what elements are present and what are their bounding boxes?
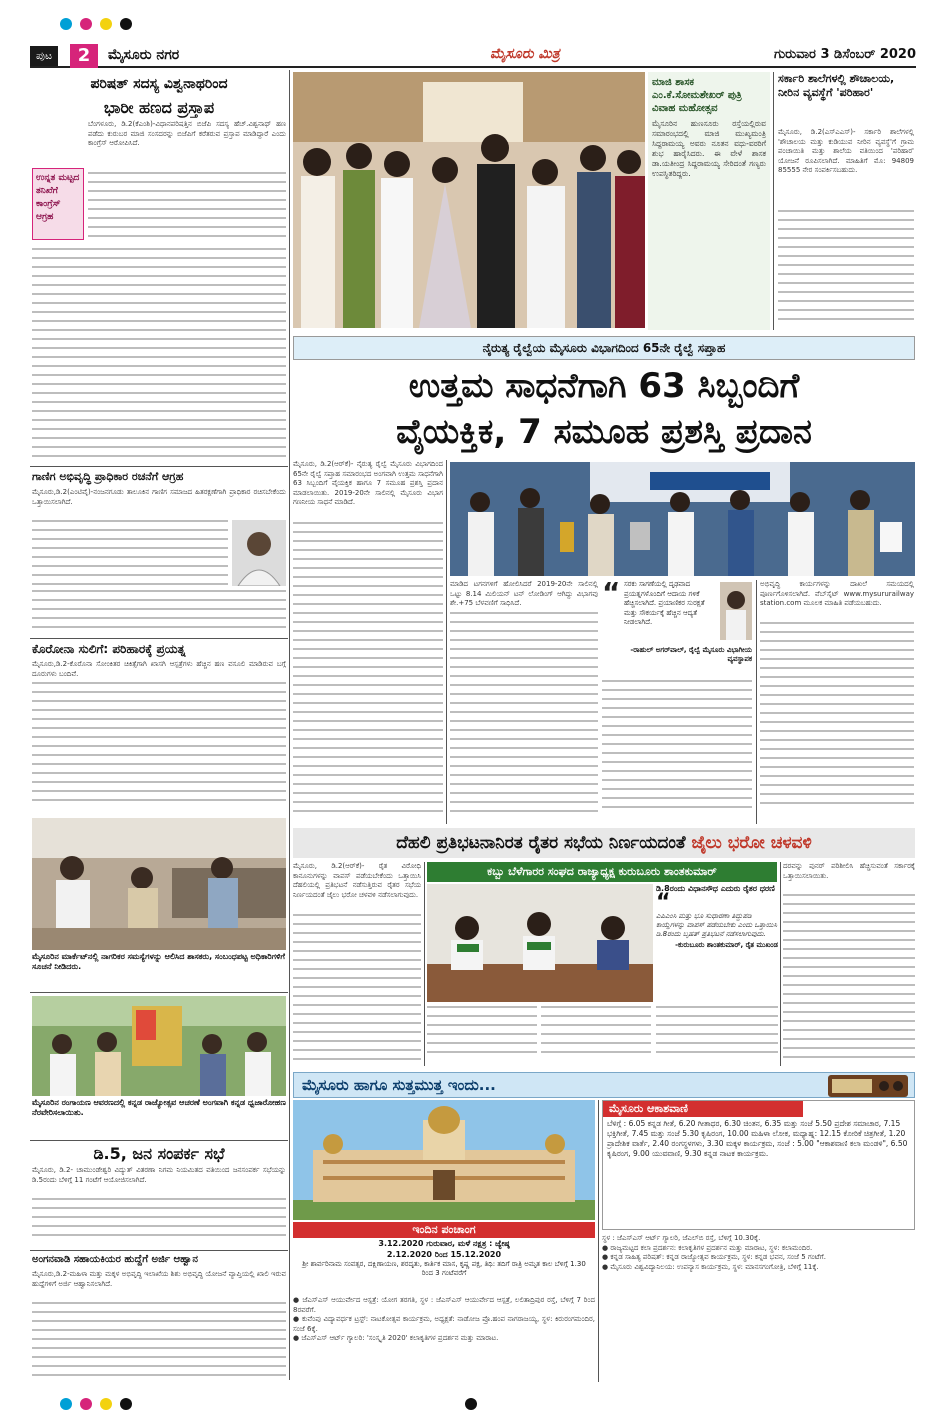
- reg-mark-black-bottom: [120, 1398, 132, 1410]
- column-rule-farmers-2: [780, 862, 781, 1066]
- ganige-portrait-photo: [232, 520, 286, 586]
- farmers-body-3-lines: [783, 894, 915, 1066]
- events-left: ● ಜೆಎಸ್‌ಎಸ್ ಆಯುರ್ವೇದ ಆಸ್ಪತ್ರೆ: ಯೋಗ ತರಗತಿ, ಸ್ಥಳ : ಜೆಎಸ್‌ಎಸ್ ಆಯುರ್ವೇದ ಆಸ್ಪತ್ರೆ, ಲಲಿತಾದ್ರಿಪುರ ರಸ್ತೆ, ಬೆಳಿಗ್ಗೆ 7 ರಿಂದ 8ರವರೆಗೆ. ● ಕುವೆಂಪು ವಿದ್ಯಾವರ್ಧಕ ಟ್ರಸ್ಟ್: ನಾಟಕೋತ್ಸವ ಕಾರ್ಯಕ್ರಮ, ಅಧ್ಯಕ್ಷತೆ: ನಾಡೋಜ ಪ್ರೊ.ಹಂಪ ನಾಗರಾಜಯ್ಯ, ಸ್ಥಳ: ಕಿರುರಂಗಮಂದಿರ, ಸಂಜೆ 6ಕ್ಕೆ. ● ಜೆಎಸ್‌ಎಸ್ ಆರ್ಟ್ ಗ್ಯಾಲರಿ: 'ಸಂಸ್ಕೃತಿ 2020' ಕಲಾಕೃತಿಗಳ ಪ್ರದರ್ಶನ ಮತ್ತು ಮಾರಾಟ.: [293, 1296, 595, 1342]
- parishat-headline-2: ಭಾರೀ ಹಣದ ಪ್ರಸ್ತಾಪ: [103, 98, 215, 117]
- farmers-headline-bar: [293, 828, 915, 858]
- photo-image: [450, 462, 915, 576]
- portrait-icon: [720, 582, 752, 640]
- radio-box: [602, 1100, 915, 1230]
- radio-schedule: ಬೆಳಿಗ್ಗೆ : 6.05 ಕನ್ನಡ ಗೀತೆ, 6.20 ಗೀತಾಧರ, 6.30 ಚಿಂತನ, 6.35 ಮತ್ತು ಸಂಜೆ 5.50 ಪ್ರದೇಶ ಸಮಾಚಾರ, 7.15 ಭಕ್ತಿಗೀತೆ, 7.45 ಮತ್ತು ಸಂಜೆ 5.30 ಕೃಷಿರಂಗ, 10.00 ಮಹಿಳಾ ಲೋಕ, ಮಧ್ಯಾಹ್ನ: 12.15 ಕೋರಿಕೆ ಚಿತ್ರಗೀತೆ, 1.20 ಪ್ರಾದೇಶಿಕ ವಾರ್ತೆ, 2.40 ರಂಗಸ್ಥಳಗಳು, 3.30 ಮಕ್ಕಳ ಕಾರ್ಯಕ್ರಮ, ಸಂಜೆ : 5.00 "ಆಕಾಶವಾಣಿ ಕಲಾ ಮಂಡಳಿ", 6.50 ಕೃಷಿರಂಗ, 9.00 ಯುವವಾಣಿ, 9.30 ಕನ್ನಡ ನಾಟಕ ಕಾರ್ಯಕ್ರಮ.: [607, 1119, 908, 1158]
- today-banner-text: ಮೈಸೂರು ಹಾಗೂ ಸುತ್ತಮುತ್ತ ಇಂದು...: [302, 1076, 496, 1094]
- wedding-text-box: [648, 72, 770, 330]
- palace-image: [293, 1100, 595, 1220]
- corona-headline: ಕೊರೋನಾ ಸುಲಿಗೆ: ಪರಿಹಾರಕ್ಕೆ ಪ್ರಯತ್ನ: [32, 642, 186, 656]
- railway-quote-portrait: [720, 582, 752, 640]
- quote-mark-icon: “: [602, 576, 621, 609]
- today-banner: [293, 1072, 915, 1098]
- radio-title: ಮೈಸೂರು ಆಕಾಶವಾಣಿ: [603, 1101, 803, 1117]
- sugarcane-body-lines-2: [541, 1006, 651, 1066]
- ganige-body-lines: [32, 520, 228, 590]
- anganwadi-body-lines: [32, 1302, 286, 1382]
- panchanga-text: ಶ್ರೀ ಶಾರ್ವರಿನಾಮ ಸಂವತ್ಸರ, ದಕ್ಷಿಣಾಯಣ, ಶರದೃತು, ಕಾರ್ತಿಕ ಮಾಸ, ಕೃಷ್ಣ ಪಕ್ಷ, ತಿಥಿ: ತದಿಗೆ ರಾತ್ರಿ ಅಮೃತ ಕಾಲ ಬೆಳಿಗ್ಗೆ 1.30 ರಿಂದ 3 ಗಂಟೆವರೆಗೆ: [302, 1260, 586, 1277]
- flag-hoisting-caption: ಮೈಸೂರಿನ ರಂಗಾಯಣ ಆವರಣದಲ್ಲಿ ಕನ್ನಡ ರಾಜ್ಯೋತ್ಸವ ಆಚರಣೆ ಅಂಗವಾಗಿ ಕನ್ನಡ ಧ್ವಜಾರೋಹಣ ನೆರವೇರಿಸಲಾಯಿತು.: [32, 1098, 286, 1117]
- railway-quote-attrib: -ರಾಹುಲ್ ಅಗರ್‌ವಾಲ್, ರೈಲ್ವೆ ಮೈಸೂರು ವಿಭಾಗೀಯ ವ್ಯವಸ್ಥಾಪಕ: [630, 646, 752, 663]
- section-title: ಮೈಸೂರು ನಗರ: [108, 47, 180, 63]
- rule-corona: [30, 638, 288, 639]
- reg-mark-yellow-bottom: [100, 1398, 112, 1410]
- railway-body-4-lines: [760, 622, 914, 822]
- farmers-headline-1: ದೆಹಲಿ ಪ್ರತಿಭಟನಾನಿರತ ರೈತರ ಸಭೆಯ ನಿರ್ಣಯದಂತೆ: [396, 833, 692, 853]
- masthead: ಮೈಸೂರು ಮಿತ್ರ: [490, 46, 560, 62]
- railway-body-1-lines: [293, 522, 443, 822]
- school-body-lines: [778, 210, 914, 326]
- column-rule-today: [598, 1100, 599, 1382]
- reg-mark-magenta-top: [80, 18, 92, 30]
- panchanga-date-1: 3.12.2020 ಗುರುವಾರ, ಮಳೆ ನಕ್ಷತ್ರ : ಜ್ಯೇಷ್ಠ: [378, 1239, 510, 1248]
- anganwadi-body: ಮೈಸೂರು,ಡಿ.2-ಮಹಿಳಾ ಮತ್ತು ಮಕ್ಕಳ ಅಭಿವೃದ್ಧಿ ಇಲಾಖೆಯ ಶಿಶು ಅಭಿವೃದ್ಧಿ ಯೋಜನೆ ವ್ಯಾಪ್ತಿಯಲ್ಲಿ ಖಾಲಿ ಇರುವ ಹುದ್ದೆಗಳಿಗೆ ಅರ್ಜಿ ಆಹ್ವಾನಿಸಲಾಗಿದೆ.: [32, 1270, 286, 1288]
- railway-headline-2: ವೈಯಕ್ತಿಕ, 7 ಸಮೂಹ ಪ್ರಶಸ್ತಿ ಪ್ರದಾನ: [396, 412, 812, 452]
- sugarcane-quote-attrib: -ಕುರುಬೂರು ಶಾಂತಕುಮಾರ್, ರೈತ ಮುಖಂಡ: [675, 941, 778, 949]
- reg-mark-cyan-bottom: [60, 1398, 72, 1410]
- ganige-body-lines-2: [32, 590, 286, 636]
- railway-award-photo: [450, 462, 915, 576]
- sugarcane-headline: ಕಬ್ಬು ಬೆಳೆಗಾರರ ಸಂಘದ ರಾಜ್ಯಾಧ್ಯಕ್ಷ ಕುರುಬೂರು ಶಾಂತಕುಮಾರ್: [427, 862, 777, 882]
- railway-body-2: ಮಾಡಿದ ಟಗನಗಳಿಗೆ ಹೋಲಿಸಿದರೆ 2019-20ನೇ ಸಾಲಿನಲ್ಲಿ ಒಟ್ಟು 8.14 ಮಿಲಿಯನ್ ಟನ್ ಲೋಡಿಂಗ್ ಆಗಿದ್ದು ವಿಭಾಗವು ಶೇ.+75 ಬೆಳವಣಿಗೆ ಸಾಧಿಸಿದೆ.: [450, 580, 598, 607]
- ganige-body: ಮೈಸೂರು,ಡಿ.2(ಎಂಟಿವೈ)-ನಂಜನಗೂಡು ತಾಲೂಕಿನ ಗಾಣಿಗ ಸಮಾಜದ ಹಿತರಕ್ಷಣೆಗಾಗಿ ಪ್ರಾಧಿಕಾರ ರಚಿಸಬೇಕೆಂದು ಒತ್ತಾಯಿಸಲಾಗಿದೆ.: [32, 488, 286, 506]
- page-number: 2: [70, 44, 98, 68]
- column-rule-farmers-1: [424, 862, 425, 1066]
- reg-mark-black-top: [120, 18, 132, 30]
- column-rule-school: [773, 72, 774, 330]
- farmers-headline-2: ಜೈಲು ಭರೋ ಚಳವಳಿ: [691, 833, 812, 853]
- school-headline: ಸರ್ಕಾರಿ ಶಾಲೆಗಳಲ್ಲಿ ಶೌಚಾಲಯ, ನೀರಿನ ವ್ಯವಸ್ಥೆಗೆ 'ಪರಿಹಾರ': [778, 72, 895, 99]
- market-visit-photo: [32, 818, 286, 950]
- quote-mark-icon-2: “: [656, 890, 671, 915]
- page-header: [30, 44, 916, 68]
- ganige-headline: ಗಾಣಿಗ ಅಭಿವೃದ್ಧಿ ಪ್ರಾಧಿಕಾರ ರಚನೆಗೆ ಆಗ್ರಹ: [32, 470, 184, 483]
- railway-quote: ಸರಕು ಸಾಗಣೆಯಲ್ಲಿ ದೃಢವಾದ ಪ್ರಯತ್ನಗಳೊಂದಿಗೆ ಆದಾಯ ಗಳಿಕೆ ಹೆಚ್ಚಿಸಲಾಗಿದೆ. ಪ್ರಯಾಣಿಕರ ಸುರಕ್ಷತೆ ಮತ್ತು ಸೌಕರ್ಯಕ್ಕೆ ಹೆಚ್ಚಿನ ಆದ್ಯತೆ ನೀಡಲಾಗಿದೆ.: [624, 580, 705, 626]
- reg-mark-cyan-top: [60, 18, 72, 30]
- portrait-icon: [232, 520, 286, 586]
- farmers-body-1-lines: [293, 914, 421, 1066]
- school-body: ಮೈಸೂರು, ಡಿ.2(ಎಸ್‌ಎಎಸ್)- ಸರ್ಕಾರಿ ಶಾಲೆಗಳಲ್ಲಿ 'ಶೌಚಾಲಯ ಮತ್ತು ಕುಡಿಯುವ ನೀರಿನ ವ್ಯವಸ್ಥೆ'ಗೆ ಗ್ರಾಮ ಪಂಚಾಯಿತಿ ಮತ್ತು ಶಾಲೆಯ ವತಿಯಿಂದ 'ಪರಿಹಾರ' ಯೋಜನೆ ರೂಪಿಸಲಾಗಿದೆ. ಮಾಹಿತಿಗೆ ಮೊ: 94809 85555 ನೇರ ಸಂಪರ್ಕಿಸಬಹುದು.: [778, 128, 914, 174]
- sugarcane-press-photo: [427, 884, 653, 1002]
- parishat-headline-1: ಪರಿಷತ್ ಸದಸ್ಯ ವಿಶ್ವನಾಥರಿಂದ: [90, 76, 228, 92]
- sugarcane-quote-head: ಡಿ.8ರಂದು ವಿಧಾನಸೌಧ ಎದುರು ರೈತರ ಧರಣಿ: [656, 884, 775, 893]
- sampark-headline: ಡಿ.5, ಜನ ಸಂಪರ್ಕ ಸಭೆ: [93, 1144, 225, 1163]
- reg-mark-yellow-top: [100, 18, 112, 30]
- corona-body: ಮೈಸೂರು,ಡಿ.2-ಕೊರೊನಾ ಸೋಂಕಿತರ ಚಿಕಿತ್ಸೆಗಾಗಿ ಖಾಸಗಿ ಆಸ್ಪತ್ರೆಗಳು ಹೆಚ್ಚಿನ ಹಣ ವಸೂಲಿ ಮಾಡಿರುವ ಬಗ್ಗೆ ದೂರುಗಳು ಬಂದಿವೆ.: [32, 660, 286, 678]
- railway-body-2-lines: [450, 612, 598, 822]
- sugarcane-quote-box: [656, 884, 778, 1004]
- panchanga-date-2: 2.12.2020 ರಿಂದ 15.12.2020: [386, 1250, 502, 1259]
- wedding-photo: [293, 72, 645, 328]
- page-label: ಪುಟ: [30, 46, 58, 66]
- radio-icon: [828, 1075, 908, 1097]
- sugarcane-body-lines-1: [427, 1006, 537, 1066]
- column-rule-railway-2: [756, 580, 757, 824]
- corona-body-lines: [32, 682, 286, 810]
- parishat-body: ಬೆಂಗಳೂರು, ಡಿ.2(ಕೆಎಂಶಿ)-ವಿಧಾನಪರಿಷತ್ತಿನ ಬಿಜೆಪಿ ಸದಸ್ಯ ಹೆಚ್.ವಿಶ್ವನಾಥ್ ಹಣ ಪಡೆದು ಕುರುಬರ ಮಾಜಿ ಸಂಸದರನ್ನು ಬಿಜೆಪಿಗೆ ಕರೆತರುವ ಪ್ರಸ್ತಾಪ ಮಾಡಿದ್ದಾರೆ ಎಂದು ಕಾಂಗ್ರೆಸ್ ಆರೋಪಿಸಿದೆ.: [88, 120, 286, 147]
- rule-sampark: [30, 1140, 288, 1141]
- parishat-body-lines: [88, 172, 286, 244]
- market-visit-caption: ಮೈಸೂರಿನ ಮಾರ್ಕೆಟ್‌ನಲ್ಲಿ ನಾಗರಿಕರ ಸಮಸ್ಯೆಗಳನ್ನು ಆಲಿಸಿದ ಶಾಸಕರು, ಸಂಬಂಧಪಟ್ಟ ಅಧಿಕಾರಿಗಳಿಗೆ ಸೂಚನೆ ನೀಡಿದರು.: [32, 952, 285, 971]
- photo-image: [427, 884, 653, 1002]
- panchanga-title: ಇಂದಿನ ಪಂಚಾಂಗ: [293, 1222, 595, 1238]
- wedding-headline: ಮಾಜಿ ಶಾಸಕ ಎಂ.ಕೆ.ಸೋಮಶೇಖರ್ ಪುತ್ರಿ ವಿವಾಹ ಮಹೋತ್ಸವ: [652, 77, 742, 114]
- anganwadi-headline: ಅಂಗನವಾಡಿ ಸಹಾಯಕಿಯರ ಹುದ್ದೆಗೆ ಅರ್ಜಿ ಆಹ್ವಾನ: [32, 1254, 198, 1265]
- reg-mark-center-bottom: [465, 1398, 477, 1410]
- parishat-sidebar: [32, 168, 84, 240]
- farmers-body-1: ಮೈಸೂರು, ಡಿ.2(ಆರ್‌ಕೆ)- ರೈತ ವಿರೋಧಿ ಕಾನೂನುಗಳನ್ನು ವಾಪಸ್ ಪಡೆಯಬೇಕೆಂದು ಒತ್ತಾಯಿಸಿ ದೆಹಲಿಯಲ್ಲಿ ಪ್ರತಿಭಟನೆ ನಡೆಸುತ್ತಿರುವ ರೈತರ ಸಭೆಯ ನಿರ್ಣಯದಂತೆ ಜೈಲು ಭರೋ ಚಳವಳಿ ನಡೆಸಲಾಗುವುದು.: [293, 862, 421, 899]
- sugarcane-quote: ಎಪಿಎಂಸಿ ಮತ್ತು ಭೂ ಸುಧಾರಣಾ ತಿದ್ದುಪಡಿ ಕಾಯ್ದೆಗಳನ್ನು ವಾಪಸ್ ಪಡೆಯಬೇಕು ಎಂದು ಒತ್ತಾಯಿಸಿ ಡಿ.8ರಂದು ಬೃಹತ್ ಪ್ರತಿಭಟನೆ ನಡೆಸಲಾಗುವುದು.: [656, 912, 778, 938]
- parishat-body-lines-2: [32, 248, 286, 466]
- rule-anganwadi: [30, 1250, 288, 1251]
- sampark-body-lines: [32, 1198, 286, 1248]
- railway-quote-box: [602, 576, 752, 676]
- parishat-sidebar-text: ಉನ್ನತ ಮಟ್ಟದ ತನಿಖೆಗೆ ಕಾಂಗ್ರೆಸ್ ಆಗ್ರಹ: [36, 173, 80, 222]
- palace-photo: [293, 1100, 595, 1220]
- rule-photo2: [30, 992, 288, 993]
- photo-image: [32, 818, 286, 950]
- railway-body-3: ಅಭಿವೃದ್ಧಿ ಕಾರ್ಯಗಳನ್ನು ದಾಖಲೆ ಸಮಯದಲ್ಲಿ ಪೂರ್ಣಗೊಳಿಸಲಾಗಿದೆ. ವೆಬ್‌ಸೈಟ್ www.mysururailway station.com ಮೂಲಕ ಮಾಹಿತಿ ಪಡೆಯಬಹುದು.: [760, 580, 914, 607]
- issue-date: ಗುರುವಾರ 3 ಡಿಸೆಂಬರ್ 2020: [773, 47, 916, 62]
- sugarcane-body-lines-3: [656, 1006, 778, 1066]
- sampark-body: ಮೈಸೂರು, ಡಿ.2- ಚಾಮುಂಡೇಶ್ವರಿ ವಿದ್ಯುತ್ ವಿತರಣಾ ನಿಗಮ ನಿಯಮಿತದ ವತಿಯಿಂದ ಜನಸಂಪರ್ಕ ಸಭೆಯನ್ನು ಡಿ.5ರಂದು ಬೆಳಿಗ್ಗೆ 11 ಗಂಟೆಗೆ ಆಯೋಜಿಸಲಾಗಿದೆ.: [32, 1166, 286, 1184]
- reg-mark-magenta-bottom: [80, 1398, 92, 1410]
- railway-kicker: ನೈರುತ್ಯ ರೈಲ್ವೆಯ ಮೈಸೂರು ವಿಭಾಗದಿಂದ 65ನೇ ರೈಲ್ವೆ ಸಪ್ತಾಹ: [293, 336, 915, 360]
- railway-body-3-lines: [602, 680, 752, 822]
- events-right: ಸ್ಥಳ : ಜೆಎಸ್‌ಎಸ್ ಆರ್ಟ್ ಗ್ಯಾಲರಿ, ಜೆಎಲ್‌ಬಿ ರಸ್ತೆ, ಬೆಳಿಗ್ಗೆ 10.30ಕ್ಕೆ. ● ರಾಜ್ಯಮಟ್ಟದ ಕಲಾ ಪ್ರದರ್ಶನ: ಕಲಾಕೃತಿಗಳ ಪ್ರದರ್ಶನ ಮತ್ತು ಮಾರಾಟ, ಸ್ಥಳ: ಕಲಾಮಂದಿರ. ● ಕನ್ನಡ ಸಾಹಿತ್ಯ ಪರಿಷತ್: ಕನ್ನಡ ರಾಜ್ಯೋತ್ಸವ ಕಾರ್ಯಕ್ರಮ, ಸ್ಥಳ: ಕನ್ನಡ ಭವನ, ಸಂಜೆ 5 ಗಂಟೆಗೆ. ● ಮೈಸೂರು ವಿಶ್ವವಿದ್ಯಾನಿಲಯ: ಉಪನ್ಯಾಸ ಕಾರ್ಯಕ್ರಮ, ಸ್ಥಳ: ಮಾನಸಗಂಗೋತ್ರಿ, ಬೆಳಿಗ್ಗೆ 11ಕ್ಕೆ.: [602, 1234, 826, 1271]
- wedding-caption: ಮೈಸೂರಿನ ಹುಣಸೂರು ರಸ್ತೆಯಲ್ಲಿರುವ ಸಮಾರಂಭದಲ್ಲಿ ಮಾಜಿ ಮುಖ್ಯಮಂತ್ರಿ ಸಿದ್ದರಾಮಯ್ಯ ಅವರು ನೂತನ ವಧು-ವರರಿಗೆ ಶುಭ ಹಾರೈಸಿದರು. ಈ ವೇಳೆ ಶಾಸಕ ಡಾ.ಯತೀಂದ್ರ ಸಿದ್ದರಾಮಯ್ಯ ಸೇರಿದಂತೆ ಗಣ್ಯರು ಉಪಸ್ಥಿತರಿದ್ದರು.: [652, 119, 766, 178]
- farmers-body-3: ದರವನ್ನು ಪುನರ್ ಪರಿಶೀಲಿಸಿ ಹೆಚ್ಚಿಸುವಂತೆ ಸರ್ಕಾರಕ್ಕೆ ಒತ್ತಾಯಿಸಲಾಯಿತು.: [783, 862, 915, 880]
- railway-headline-1: ಉತ್ತಮ ಸಾಧನೆಗಾಗಿ 63 ಸಿಬ್ಬಂದಿಗೆ: [408, 366, 800, 406]
- rule-ganige: [30, 466, 288, 467]
- column-rule-left: [289, 70, 290, 1380]
- photo-image: [32, 996, 286, 1096]
- column-rule-railway-1: [446, 460, 447, 824]
- photo-image: [293, 72, 645, 328]
- panchanga-box: [293, 1222, 595, 1294]
- flag-hoisting-photo: [32, 996, 286, 1096]
- railway-body-1: ಮೈಸೂರು, ಡಿ.2(ಆರ್‌ಕೆ)- ನೈರುತ್ಯ ರೈಲ್ವೆ ಮೈಸೂರು ವಿಭಾಗದಿಂದ 65ನೇ ರೈಲ್ವೆ ಸಪ್ತಾಹ ಸಮಾರಂಭದ ಅಂಗವಾಗಿ ಉತ್ತಮ ಸಾಧನೆಗಾಗಿ 63 ಸಿಬ್ಬಂದಿಗೆ ವೈಯಕ್ತಿಕ ಹಾಗೂ 7 ಸಮೂಹ ಪ್ರಶಸ್ತಿ ಪ್ರದಾನ ಮಾಡಲಾಯಿತು. 2019-20ನೇ ಸಾಲಿನಲ್ಲಿ ಮೈಸೂರು ವಿಭಾಗ ಗಣನೀಯ ಸಾಧನೆ ಮಾಡಿದೆ.: [293, 460, 443, 506]
